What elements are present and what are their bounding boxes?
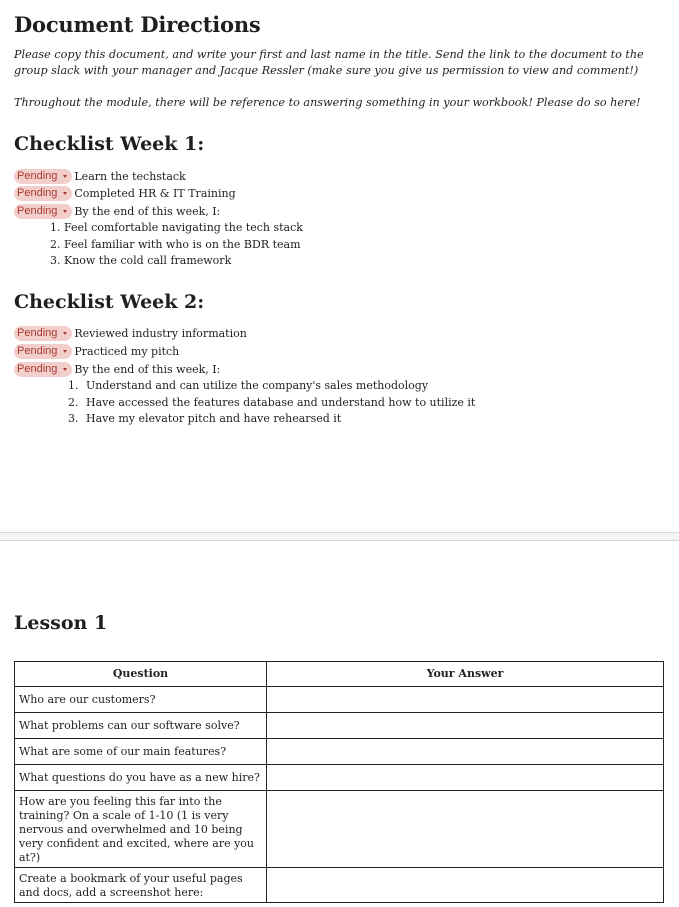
list-number: 2. bbox=[50, 237, 61, 251]
checklist-item bbox=[14, 343, 179, 359]
list-item bbox=[68, 378, 475, 395]
chevron-down-icon bbox=[63, 332, 67, 335]
checklist-item-text: Learn the techstack bbox=[74, 169, 186, 183]
list-item bbox=[50, 237, 303, 254]
chevron-down-icon bbox=[63, 350, 67, 353]
question-cell: What problems can our software solve? bbox=[15, 713, 267, 739]
status-chip-label: Pending bbox=[17, 205, 58, 217]
status-chip-label: Pending bbox=[17, 345, 58, 357]
list-item-text: Understand and can utilize the company's sales methodology bbox=[86, 379, 429, 392]
list-item-text: Feel comfortable navigating the tech stack bbox=[64, 221, 303, 234]
intro-paragraph: Please copy this document, and write your first and last name in the title. Send the link to the document to the group slack with your manager and Jacque Ressler (make sure you give us permission to view and comment!) bbox=[14, 48, 644, 77]
status-dropdown-chip[interactable] bbox=[14, 186, 72, 201]
answer-cell[interactable] bbox=[267, 765, 664, 791]
status-dropdown-chip[interactable] bbox=[14, 326, 72, 341]
chevron-down-icon bbox=[63, 175, 67, 178]
list-item bbox=[68, 395, 475, 412]
chevron-down-icon bbox=[63, 210, 67, 213]
status-dropdown-chip[interactable] bbox=[14, 169, 72, 184]
lesson-1-question-table bbox=[14, 661, 664, 903]
question-cell: What are some of our main features? bbox=[15, 739, 267, 765]
list-item bbox=[68, 411, 475, 428]
document-title: Document Directions bbox=[14, 12, 261, 37]
checklist-item-text: By the end of this week, I: bbox=[74, 204, 221, 218]
answer-cell[interactable] bbox=[267, 739, 664, 765]
checklist-item bbox=[14, 185, 236, 201]
list-item-text: Feel familiar with who is on the BDR team bbox=[64, 237, 301, 251]
checklist-item-text: By the end of this week, I: bbox=[74, 362, 221, 376]
week-2-goals-list bbox=[68, 378, 475, 428]
checklist-item-text: Practiced my pitch bbox=[74, 344, 180, 358]
answer-cell[interactable] bbox=[267, 868, 664, 903]
question-cell: Create a bookmark of your useful pages and docs, add a screenshot here: bbox=[15, 868, 267, 903]
answer-cell[interactable] bbox=[267, 791, 664, 868]
list-item bbox=[50, 220, 303, 237]
status-dropdown-chip[interactable] bbox=[14, 204, 72, 219]
list-item bbox=[50, 253, 303, 270]
column-header-answer: Your Answer bbox=[267, 662, 664, 687]
chevron-down-icon bbox=[63, 368, 67, 371]
checklist-item bbox=[14, 168, 186, 184]
column-header-question: Question bbox=[15, 662, 267, 687]
table-row bbox=[15, 868, 664, 903]
table-header-row bbox=[15, 662, 664, 687]
answer-cell[interactable] bbox=[267, 687, 664, 713]
checklist-item bbox=[14, 325, 247, 341]
lesson-1-heading: Lesson 1 bbox=[14, 612, 108, 634]
question-cell: How are you feeling this far into the training? On a scale of 1-10 (1 is very nervous and overwhelmed and 10 being very confident and excited, where are you at?) bbox=[15, 791, 267, 868]
table-row bbox=[15, 713, 664, 739]
status-dropdown-chip[interactable] bbox=[14, 362, 72, 377]
checklist-week-2-heading: Checklist Week 2: bbox=[14, 291, 205, 313]
list-number: 3. bbox=[68, 412, 79, 425]
answer-cell[interactable] bbox=[267, 713, 664, 739]
checklist-item-text: Completed HR & IT Training bbox=[74, 186, 236, 200]
list-number: 2. bbox=[68, 395, 79, 409]
list-item-text: Have accessed the features database and understand how to utilize it bbox=[86, 395, 476, 409]
status-chip-label: Pending bbox=[17, 363, 58, 375]
list-number: 1. bbox=[50, 221, 61, 234]
list-item-text: Have my elevator pitch and have rehearsed it bbox=[86, 412, 342, 425]
checklist-item bbox=[14, 361, 220, 377]
status-chip-label: Pending bbox=[17, 170, 58, 182]
week-1-goals-list bbox=[50, 220, 303, 270]
status-dropdown-chip[interactable] bbox=[14, 344, 72, 359]
document-page-2 bbox=[0, 540, 679, 907]
chevron-down-icon bbox=[63, 192, 67, 195]
list-number: 1. bbox=[68, 379, 79, 392]
question-cell: What questions do you have as a new hire? bbox=[15, 765, 267, 791]
list-number: 3. bbox=[50, 254, 61, 267]
table-row bbox=[15, 791, 664, 868]
checklist-week-1-heading: Checklist Week 1: bbox=[14, 133, 205, 155]
status-chip-label: Pending bbox=[17, 327, 58, 339]
table-row bbox=[15, 739, 664, 765]
table-row bbox=[15, 765, 664, 791]
status-chip-label: Pending bbox=[17, 187, 58, 199]
checklist-item bbox=[14, 203, 220, 219]
intro-paragraph-workbook: Throughout the module, there will be reference to answering something in your workbook! Please do so here! bbox=[14, 96, 641, 109]
checklist-item-text: Reviewed industry information bbox=[74, 326, 247, 340]
list-item-text: Know the cold call framework bbox=[64, 254, 232, 267]
table-row bbox=[15, 687, 664, 713]
question-cell: Who are our customers? bbox=[15, 687, 267, 713]
